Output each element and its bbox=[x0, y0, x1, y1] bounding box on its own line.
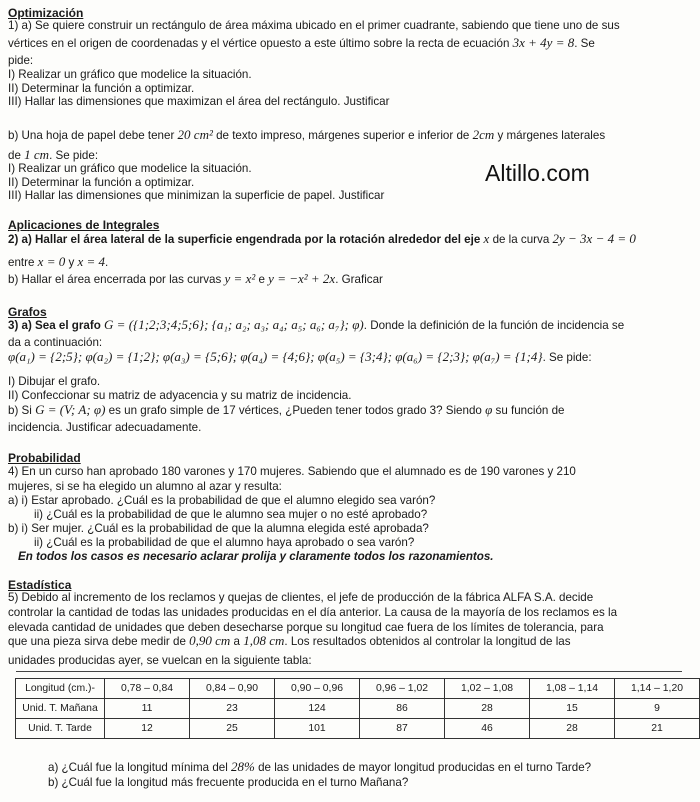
section-heading-grafos: Grafos bbox=[8, 305, 47, 319]
equation: G = ({1;2;3;4;5;6}; {a₁; a₂; a₃; a₄; a₅; a₆; a₇}; φ) bbox=[104, 317, 364, 332]
optimizacion-b-item-2: II) Determinar la función a optimizar. bbox=[8, 176, 195, 189]
text: . Se bbox=[574, 37, 595, 50]
text: e bbox=[258, 273, 265, 286]
table-row bbox=[16, 699, 700, 719]
value-cell: 86 bbox=[360, 699, 445, 719]
value-cell: 23 bbox=[190, 699, 275, 719]
optimizacion-b-item-1: I) Realizar un gráfico que modelice la situación. bbox=[8, 162, 252, 175]
value-cell: 11 bbox=[105, 699, 190, 719]
text: que una pieza sirva debe medir de bbox=[8, 635, 186, 648]
table-row bbox=[16, 719, 700, 739]
text: de bbox=[8, 149, 21, 162]
grafos-b-line-2: incidencia. Justificar adecuadamente. bbox=[8, 421, 202, 434]
text: 3) a) Sea el grafo bbox=[8, 319, 101, 332]
text: de las unidades de mayor longitud producidas en el turno Tarde? bbox=[258, 761, 592, 774]
interval-cell: 1,08 – 1,14 bbox=[530, 679, 615, 699]
math: 20 cm² bbox=[177, 127, 213, 142]
grafos-a-line-1 bbox=[8, 318, 624, 333]
integrales-b-line bbox=[8, 272, 383, 287]
text: de texto impreso, márgenes superior e inferior de bbox=[216, 129, 470, 142]
row-header-longitud: Longitud (cm.)- bbox=[16, 679, 105, 699]
interval-cell: 0,90 – 0,96 bbox=[275, 679, 360, 699]
math: x = 4 bbox=[77, 254, 106, 269]
row-header-tarde: Unid. T. Tarde bbox=[16, 719, 105, 739]
text: . Se pide: bbox=[49, 149, 99, 162]
grafos-item-2: II) Confeccionar su matriz de adyacencia y su matriz de incidencia. bbox=[8, 389, 352, 402]
integrales-a-line-2 bbox=[8, 255, 108, 270]
equation: y = x² bbox=[224, 271, 256, 286]
math: x bbox=[483, 231, 490, 246]
interval-cell: 0,78 – 0,84 bbox=[105, 679, 190, 699]
optimizacion-a-item-2: II) Determinar la función a optimizar. bbox=[8, 82, 195, 95]
estadistica-line-5: unidades producidas ayer, se vuelcan en la siguiente tabla: bbox=[8, 654, 312, 667]
text: . Graficar bbox=[335, 273, 383, 286]
estadistica-question-b: b) ¿Cuál fue la longitud más frecuente producida en el turno Mañana? bbox=[48, 776, 409, 789]
text: a bbox=[233, 635, 240, 648]
interval-cell: 1,02 – 1,08 bbox=[445, 679, 530, 699]
optimizacion-b-item-3: III) Hallar las dimensiones que minimizan la superficie de papel. Justificar bbox=[8, 189, 385, 202]
text: b) Hallar el área encerrada por las curvas bbox=[8, 273, 222, 286]
estadistica-line-1: 5) Debido al incremento de los reclamos y quejas de clientes, el jefe de producción de la fábrica ALFA S.A. decide bbox=[8, 591, 594, 604]
value-cell: 21 bbox=[615, 719, 700, 739]
grafos-b-line-1 bbox=[8, 403, 564, 418]
probabilidad-line-3: a) i) Estar aprobado. ¿Cuál es la probabilidad de que el alumno elegido sea varón? bbox=[8, 494, 436, 507]
text: . Donde la definición de la función de incidencia se bbox=[363, 319, 625, 332]
equation: φ(a₁) = {2;5}; φ(a₂) = {1;2}; φ(a₃) = {5;6}; φ(a₄) = {4;6}; φ(a₅) = {3;4}; φ(a₆) = {2;3}; φ(a₇) = {1;4} bbox=[8, 349, 543, 364]
grafos-item-1: I) Dibujar el grafo. bbox=[8, 375, 101, 388]
equation: 3x + 4y = 8 bbox=[512, 35, 575, 50]
interval-cell: 0,84 – 0,90 bbox=[190, 679, 275, 699]
section-heading-integrales: Aplicaciones de Integrales bbox=[8, 218, 160, 232]
probabilidad-line-1: 4) En un curso han aprobado 180 varones y 170 mujeres. Sabiendo que el alumnado es de 190 varones y 210 bbox=[8, 465, 576, 478]
probabilidad-line-5: b) i) Ser mujer. ¿Cuál es la probabilidad de que la alumna elegida esté aprobada? bbox=[8, 522, 429, 535]
optimizacion-a-item-1: I) Realizar un gráfico que modelice la situación. bbox=[8, 68, 252, 81]
value-cell: 25 bbox=[190, 719, 275, 739]
value-cell: 124 bbox=[275, 699, 360, 719]
probabilidad-line-4: ii) ¿Cuál es la probabilidad de que le alumno sea mujer o no esté aprobado? bbox=[34, 508, 428, 521]
value-cell: 28 bbox=[530, 719, 615, 739]
estadistica-line-2: controlar la cantidad de todas las unidades producidas en el día anterior. La causa de la mayoría de los reclamos es la bbox=[8, 606, 618, 619]
section-heading-optimizacion: Optimización bbox=[8, 6, 84, 20]
estadistica-line-3: elevada cantidad de unidades que deben desecharse porque su longitud cae fuera de los límites de tolerancia, para bbox=[8, 621, 604, 634]
estadistica-line-4 bbox=[8, 634, 571, 649]
text: . Los resultados obtenidos al controlar la longitud de las bbox=[284, 635, 571, 648]
math: 1,08 cm bbox=[243, 633, 285, 648]
grafos-a-line-2: da a continuación: bbox=[8, 336, 103, 349]
optimizacion-b-line-2 bbox=[8, 148, 98, 163]
probabilidad-line-6: ii) ¿Cuál es la probabilidad de que el alumno haya aprobado o sea varón? bbox=[34, 536, 415, 549]
text: y bbox=[68, 256, 75, 269]
text: su función de bbox=[495, 404, 565, 417]
optimizacion-a-line-1: 1) a) Se quiere construir un rectángulo de área máxima ubicado en el primer cuadrante, sabiendo que tiene uno de sus bbox=[8, 19, 620, 32]
text: y márgenes laterales bbox=[497, 129, 606, 142]
text: a) ¿Cuál fue la longitud mínima del bbox=[48, 761, 228, 774]
watermark: Altillo.com bbox=[485, 160, 590, 186]
equation: y = −x² + 2x bbox=[268, 271, 336, 286]
integrales-a-line-1 bbox=[8, 232, 636, 247]
row-header-manana: Unid. T. Mañana bbox=[16, 699, 105, 719]
math: 0,90 cm bbox=[189, 633, 231, 648]
optimizacion-pide: pide: bbox=[8, 54, 34, 67]
math: 28% bbox=[231, 759, 255, 774]
text: b) Una hoja de papel debe tener bbox=[8, 129, 175, 142]
equation: 2y − 3x − 4 = 0 bbox=[552, 231, 636, 246]
value-cell: 46 bbox=[445, 719, 530, 739]
text: . Se pide: bbox=[542, 351, 592, 364]
probabilidad-note: En todos los casos es necesario aclarar prolija y claramente todos los razonamientos. bbox=[18, 550, 494, 563]
table-row bbox=[16, 679, 700, 699]
probabilidad-line-2: mujeres, si se ha elegido un alumno al azar y resulta: bbox=[8, 480, 282, 493]
value-cell: 87 bbox=[360, 719, 445, 739]
text: . bbox=[105, 256, 109, 269]
text: 2) a) Hallar el área lateral de la superficie engendrada por la rotación alrededor del eje bbox=[8, 233, 481, 246]
math: 1 cm bbox=[24, 147, 50, 162]
value-cell: 101 bbox=[275, 719, 360, 739]
optimizacion-b-line-1 bbox=[8, 128, 605, 143]
equation: G = (V; A; φ) bbox=[35, 402, 106, 417]
value-cell: 9 bbox=[615, 699, 700, 719]
interval-cell: 0,96 – 1,02 bbox=[360, 679, 445, 699]
grafos-incidencias bbox=[8, 350, 592, 365]
math: x = 0 bbox=[37, 254, 66, 269]
value-cell: 12 bbox=[105, 719, 190, 739]
optimizacion-a-item-3: III) Hallar las dimensiones que maximizan el área del rectángulo. Justificar bbox=[8, 95, 390, 108]
interval-cell: 1,14 – 1,20 bbox=[615, 679, 700, 699]
optimizacion-a-line-2 bbox=[8, 36, 595, 51]
value-cell: 15 bbox=[530, 699, 615, 719]
math: φ bbox=[485, 402, 493, 417]
estadistica-question-a bbox=[48, 760, 591, 775]
value-cell: 28 bbox=[445, 699, 530, 719]
text: entre bbox=[8, 256, 35, 269]
text: es un grafo simple de 17 vértices, ¿Pueden tener todos grado 3? Siendo bbox=[108, 404, 482, 417]
results-table bbox=[15, 678, 700, 739]
text: b) Si bbox=[8, 404, 32, 417]
table-top-rule bbox=[16, 671, 682, 672]
text: vértices en el origen de coordenadas y el vértice opuesto a este último sobre la recta de ecuación bbox=[8, 37, 510, 50]
section-heading-estadistica: Estadística bbox=[8, 578, 72, 592]
section-heading-probabilidad: Probabilidad bbox=[8, 451, 81, 465]
text: de la curva bbox=[492, 233, 550, 246]
math: 2cm bbox=[472, 127, 495, 142]
